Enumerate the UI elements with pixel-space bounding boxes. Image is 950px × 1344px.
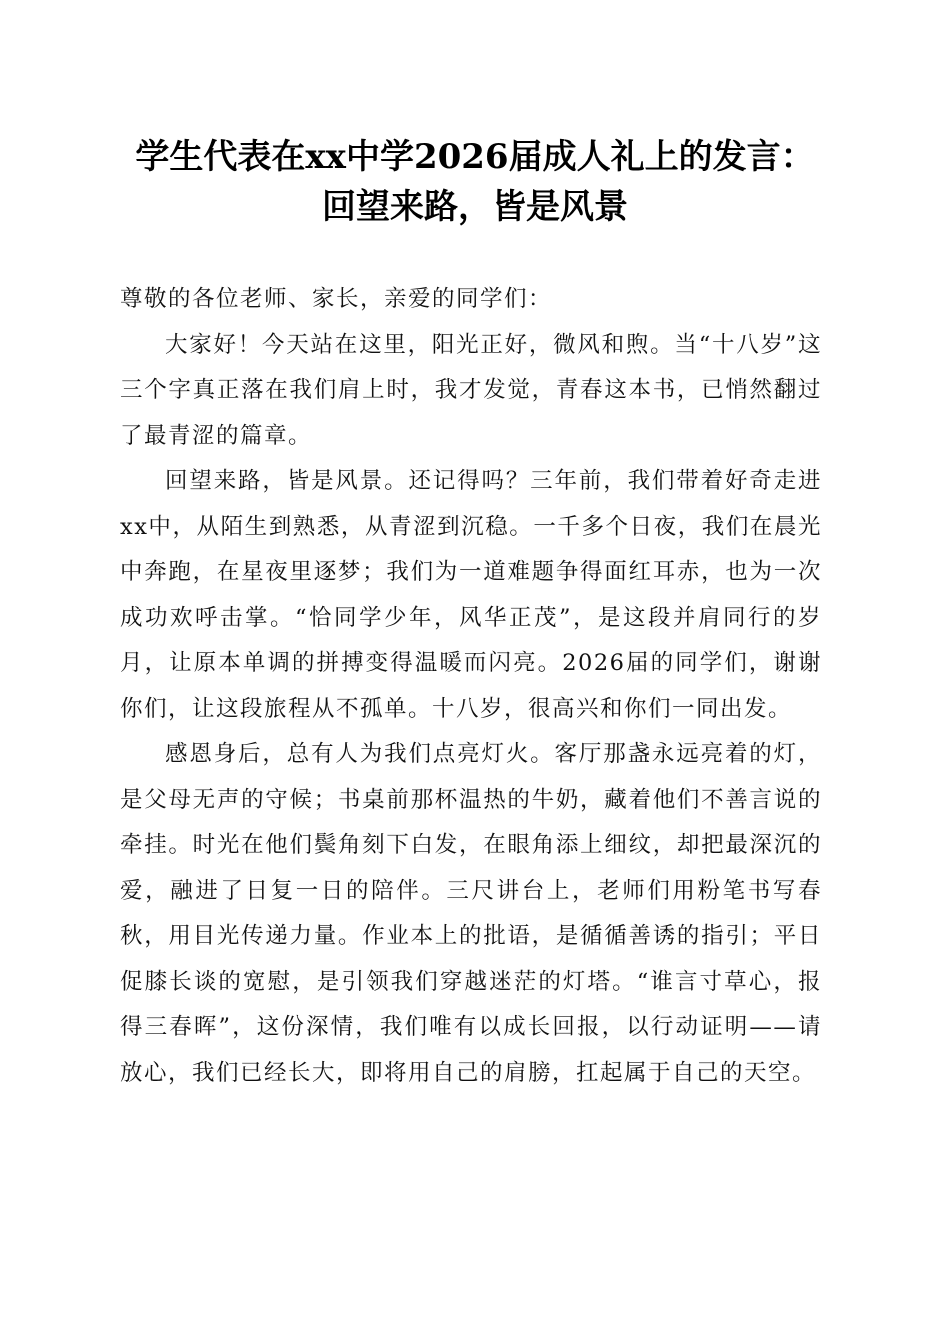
document-body: [120, 277, 822, 1096]
paragraph-memories: 回望来路，皆是风景。还记得吗？三年前，我们带着好奇走进xx中，从陌生到熟悉，从青涩到沉稳。一千多个日夜，我们在晨光中奔跑，在星夜里逐梦；我们为一道难题争得面红耳赤，也为一次成功欢呼击掌。“恰同学少年，风华正茂”，是这段并肩同行的岁月，让原本单调的拼搏变得温暖而闪亮。2026届的同学们，谢谢你们，让这段旅程从不孤单。十八岁，很高兴和你们一同出发。: [120, 468, 822, 722]
title-line-2: 回望来路，皆是风景: [322, 187, 628, 227]
paragraph-gratitude: 感恩身后，总有人为我们点亮灯火。客厅那盏永远亮着的灯，是父母无声的守候；书桌前那杯温热的牛奶，藏着他们不善言说的牵挂。时光在他们鬓角刻下白发，在眼角添上细纹，却把最深沉的爱，融进了日复一日的陪伴。三尺讲台上，老师们用粉笔书写春秋，用目光传递力量。作业本上的批语，是循循善诱的指引；平日促膝长谈的宽慰，是引领我们穿越迷茫的灯塔。“谁言寸草心，报得三春晖”，这份深情，我们唯有以成长回报，以行动证明——请放心，我们已经长大，即将用自己的肩膀，扛起属于自己的天空。: [120, 741, 822, 1086]
title-line-1: 学生代表在xx中学2026届成人礼上的发言：: [135, 137, 815, 177]
salutation: 尊敬的各位老师、家长，亲爱的同学们：: [120, 286, 553, 312]
document-title: [100, 132, 850, 232]
paragraph-greeting: 大家好！今天站在这里，阳光正好，微风和煦。当“十八岁”这三个字真正落在我们肩上时，我才发觉，青春这本书，已悄然翻过了最青涩的篇章。: [120, 331, 822, 449]
